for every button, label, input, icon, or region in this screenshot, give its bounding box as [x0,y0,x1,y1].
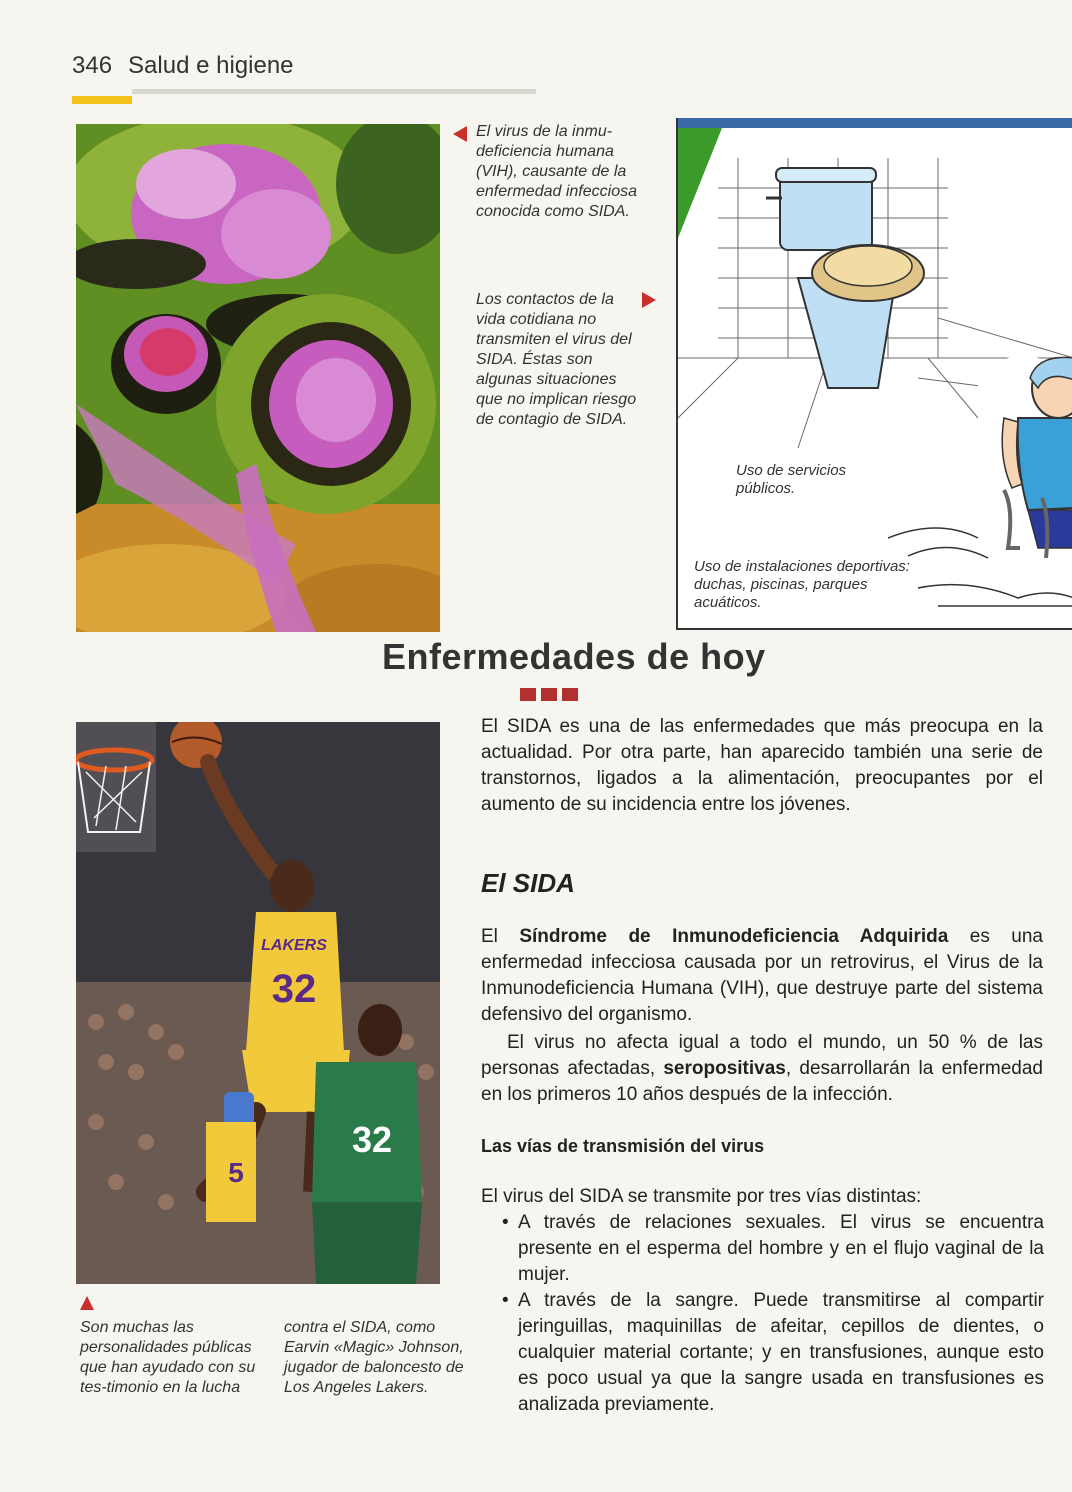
transmission-subheading: Las vías de transmisión del virus [481,1136,765,1156]
transmission-intro: El virus del SIDA se transmite por tres vías distintas: [481,1186,922,1207]
daily-contacts-illustration [676,118,1072,630]
page-header [72,52,294,80]
virus-micrograph [76,124,440,632]
page-number: 346 [72,52,113,79]
jersey-team: LAKERS [261,937,327,954]
sida-definition-paragraph: El Síndrome de Inmunodeficiencia Adquirida es una enfermedad infecciosa causada por un retrovirus, el Virus de la Inmunodeficiencia Humana (VIH), que destruye parte del sistema defensivo del organismo. [481,926,1043,1025]
seropositive-paragraph: El virus no afecta igual a todo el mundo, un 50 % de las personas afectadas, seropositivas, desarrollarán la enfermedad en los primeros 10 años después de la infección. [481,1032,1043,1105]
toilet-pool-drawing [678,118,1072,630]
personalities-caption-left: Son muchas las personalidades públicas que han ayudado con su tes-timonio en la lucha [80,1319,256,1396]
intro-paragraph: El SIDA es una de las enfermedades que más preocupa en la actualidad. Por otra parte, han aparecido también una serie de transtornos, ligados a la alimentación, preocupantes por el aumento de su incidencia entre los jóvenes. [481,716,1043,815]
page-title: Enfermedades de hoy [382,636,766,677]
sida-full-name: Síndrome de Inmunodeficiencia Adquirida [519,926,949,947]
section-title: Salud e higiene [128,52,294,79]
caption-pointer-right [642,292,656,308]
title-ornament [520,688,578,701]
list-item: • A través de relaciones sexuales. El virus se encuentra presente en el esperma del hombre y en el flujo vaginal de la mujer. [506,1210,1044,1288]
header-rule [132,89,536,94]
caption-pointer-left [453,126,467,142]
caption-pointer-up [80,1296,94,1310]
list-item: • A través de la sangre. Puede transmitirse al compartir jeringuillas, maquinillas de afeitar, cepillos de dientes, o cualquier material cortante; y en transfusiones, aunque esto es poco usual ya que la sangre usada en transfusiones es analizada previamente. [506,1288,1044,1418]
public-services-caption: Uso de servicios públicos. [736,462,847,497]
seropositive-term: seropositivas [663,1058,786,1079]
header-accent-bar [72,96,132,104]
jersey-number-green: 32 [351,1119,393,1160]
basketball-photo [76,722,440,1284]
transmission-list [506,1210,1044,1418]
jersey-number-back: 5 [228,1157,244,1188]
jersey-number-front: 32 [271,967,317,1011]
contacts-caption: Los contactos de la vida cotidiana no transmiten el virus del SIDA. Éstas son algunas situaciones que no implican riesgo de contagio de SIDA. [476,291,637,428]
sports-facilities-caption: Uso de instalaciones deportivas: duchas, piscinas, parques acuáticos. [694,558,910,611]
virus-caption: El virus de la inmu-deficiencia humana (VIH), causante de la enfermedad infecciosa conocida como SIDA. [476,123,637,220]
section-heading: El SIDA [481,868,575,898]
personalities-caption-right: contra el SIDA, como Earvin «Magic» Johnson, jugador de baloncesto de Los Angeles Lakers. [284,1319,464,1396]
